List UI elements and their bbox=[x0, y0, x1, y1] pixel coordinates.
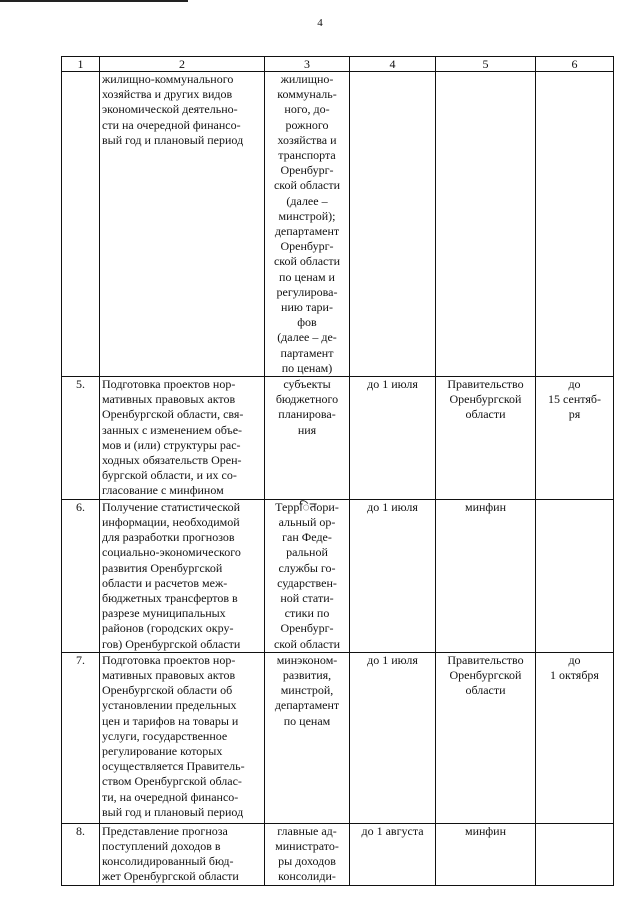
cell-due bbox=[350, 72, 436, 377]
cell-due: до 1 августа bbox=[350, 823, 436, 885]
column-header-4: 4 bbox=[350, 57, 436, 72]
cell-line: консолиди- bbox=[278, 869, 336, 884]
cell-part bbox=[436, 72, 536, 377]
cell-term bbox=[536, 377, 614, 500]
cell-line: транспорта bbox=[278, 148, 336, 163]
cell-resp bbox=[265, 823, 350, 885]
cell-line: мативных правовых актов bbox=[102, 392, 236, 407]
schedule-table bbox=[61, 56, 614, 886]
cell-num: 8. bbox=[62, 823, 100, 885]
cell-resp bbox=[265, 652, 350, 823]
cell-line: услуги, государственное bbox=[102, 728, 228, 743]
cell-line: Оренбургской области об bbox=[102, 683, 233, 698]
cell-resp bbox=[265, 499, 350, 652]
cell-line: сти на очередной финансо- bbox=[102, 117, 241, 132]
cell-line: службы го- bbox=[278, 560, 336, 575]
cell-line: до bbox=[568, 377, 581, 392]
cell-line: Подготовка проектов нор- bbox=[102, 652, 236, 667]
cell-line: Оренбургской bbox=[449, 667, 522, 682]
cell-line: вый год и плановый период bbox=[102, 804, 244, 819]
cell-line: осуществляется Правитель- bbox=[102, 759, 245, 774]
cell-line: Террितори- bbox=[275, 499, 339, 514]
cell-line: гов) Оренбургской области bbox=[102, 636, 241, 651]
cell-due: до 1 июля bbox=[350, 499, 436, 652]
cell-line: жилищно- bbox=[280, 72, 334, 86]
cell-line: поступлений доходов в bbox=[102, 838, 221, 853]
cell-line: до bbox=[568, 652, 581, 667]
cell-line: информации, необходимой bbox=[102, 514, 240, 529]
cell-line: мов и (или) структуры рас- bbox=[102, 437, 241, 452]
cell-desc bbox=[100, 499, 265, 652]
cell-due: до 1 июля bbox=[350, 377, 436, 500]
cell-line: партамент bbox=[280, 345, 334, 360]
cell-line: стики по bbox=[284, 606, 330, 621]
cell-line: ной стати- bbox=[280, 590, 334, 605]
cell-line: Представление прогноза bbox=[102, 823, 228, 838]
cell-part bbox=[436, 652, 536, 823]
cell-term bbox=[536, 72, 614, 377]
cell-line: ской области bbox=[273, 254, 341, 269]
cell-line: альный ор- bbox=[278, 514, 336, 529]
cell-line: (далее – bbox=[286, 193, 328, 208]
cell-line: минстрой); bbox=[278, 208, 336, 223]
cell-num: 6. bbox=[62, 499, 100, 652]
cell-line: коммуналь- bbox=[277, 87, 337, 102]
cell-line: минфин bbox=[464, 499, 507, 514]
cell-desc bbox=[100, 72, 265, 377]
cell-line: субъекты bbox=[283, 377, 331, 392]
cell-line: Оренбург- bbox=[280, 163, 334, 178]
cell-term bbox=[536, 499, 614, 652]
cell-line: рожного bbox=[285, 117, 329, 132]
cell-line: ской области bbox=[273, 178, 341, 193]
table-row bbox=[62, 377, 614, 500]
cell-line: главные ад- bbox=[277, 823, 337, 838]
cell-resp bbox=[265, 377, 350, 500]
cell-line: ральной bbox=[286, 545, 328, 560]
header-row bbox=[62, 57, 614, 72]
cell-desc bbox=[100, 652, 265, 823]
column-header-5: 5 bbox=[436, 57, 536, 72]
cell-line: регулирова- bbox=[276, 284, 338, 299]
cell-term bbox=[536, 823, 614, 885]
table-body bbox=[62, 57, 614, 886]
cell-line: Правительство bbox=[447, 652, 524, 667]
cell-line: по ценам bbox=[283, 713, 331, 728]
table-row bbox=[62, 652, 614, 823]
cell-line: гласование с минфином bbox=[102, 483, 224, 498]
cell-line: по ценам) bbox=[281, 360, 333, 375]
cell-line: бюджетного bbox=[275, 392, 339, 407]
cell-line: Оренбург- bbox=[280, 621, 334, 636]
cell-line: области и расчетов меж- bbox=[102, 575, 228, 590]
cell-line: минфин bbox=[464, 823, 507, 838]
cell-line: ходных обязательств Орен- bbox=[102, 453, 242, 468]
cell-line: регулирование которых bbox=[102, 743, 223, 758]
cell-line: занных с изменением объе- bbox=[102, 422, 243, 437]
cell-line: Подготовка проектов нор- bbox=[102, 377, 236, 392]
cell-line: бюджетных трансфертов в bbox=[102, 590, 238, 605]
cell-line: министрато- bbox=[275, 838, 339, 853]
cell-line: мативных правовых актов bbox=[102, 667, 236, 682]
cell-line: хозяйства и других видов bbox=[102, 87, 233, 102]
cell-part bbox=[436, 499, 536, 652]
cell-line: ры доходов bbox=[278, 854, 336, 869]
cell-line: нию тари- bbox=[281, 300, 333, 315]
cell-line: Оренбург- bbox=[280, 239, 334, 254]
cell-line: ния bbox=[297, 422, 317, 437]
cell-desc bbox=[100, 823, 265, 885]
cell-line: (далее – де- bbox=[277, 330, 337, 345]
cell-line: 15 сентяб- bbox=[548, 392, 601, 407]
cell-line: области bbox=[465, 683, 506, 698]
cell-line: для разработки прогнозов bbox=[102, 530, 235, 545]
cell-line: ган Федe- bbox=[282, 530, 332, 545]
cell-line: минстрой, bbox=[280, 683, 334, 698]
cell-num bbox=[62, 72, 100, 377]
cell-line: консолидированный бюд- bbox=[102, 854, 234, 869]
cell-line: вый год и плановый период bbox=[102, 132, 244, 147]
cell-line: департамент bbox=[274, 224, 340, 239]
cell-line: сударствен- bbox=[277, 575, 337, 590]
cell-line: минэконом- bbox=[276, 652, 338, 667]
cell-line: Правительство bbox=[447, 377, 524, 392]
cell-line: Оренбургской области, свя- bbox=[102, 407, 244, 422]
cell-desc bbox=[100, 377, 265, 500]
cell-line: установлении предельных bbox=[102, 698, 237, 713]
cell-line: жет Оренбургской области bbox=[102, 869, 239, 884]
cell-line: ного, до- bbox=[284, 102, 330, 117]
cell-line: развития, bbox=[282, 667, 332, 682]
table-row bbox=[62, 499, 614, 652]
cell-line: ством Оренбургской облас- bbox=[102, 774, 242, 789]
page-number: 4 bbox=[317, 17, 323, 29]
cell-term bbox=[536, 652, 614, 823]
cell-line: бургской области, и их со- bbox=[102, 468, 237, 483]
cell-line: развития Оренбургской bbox=[102, 560, 223, 575]
column-header-1: 1 bbox=[62, 57, 100, 72]
cell-line: экономической деятельно- bbox=[102, 102, 238, 117]
cell-line: по ценам и bbox=[279, 269, 335, 284]
cell-line: планирова- bbox=[278, 407, 336, 422]
cell-num: 7. bbox=[62, 652, 100, 823]
table-row bbox=[62, 72, 614, 377]
column-header-2: 2 bbox=[100, 57, 265, 72]
cell-part bbox=[436, 823, 536, 885]
cell-line: социально-экономического bbox=[102, 545, 241, 560]
cell-line: цен и тарифов на товары и bbox=[102, 713, 239, 728]
column-header-3: 3 bbox=[265, 57, 350, 72]
cell-line: Оренбургской bbox=[449, 392, 522, 407]
table-row bbox=[62, 823, 614, 885]
cell-line: разрезе муниципальных bbox=[102, 606, 226, 621]
column-header-6: 6 bbox=[536, 57, 614, 72]
cell-line: департамент bbox=[274, 698, 340, 713]
cell-line: ря bbox=[568, 407, 581, 422]
cell-line: хозяйства и bbox=[277, 132, 337, 147]
cell-line: жилищно-коммунального bbox=[102, 72, 234, 86]
cell-line: Получение статистической bbox=[102, 499, 241, 514]
cell-part bbox=[436, 377, 536, 500]
cell-line: фов bbox=[297, 315, 317, 330]
cell-line: области bbox=[465, 407, 506, 422]
cell-resp bbox=[265, 72, 350, 377]
cell-line: ти, на очередной финансо- bbox=[102, 789, 239, 804]
cell-line: районов (городских окру- bbox=[102, 621, 234, 636]
cell-line: ской области bbox=[273, 636, 341, 651]
top-rule bbox=[0, 0, 188, 2]
cell-due: до 1 июля bbox=[350, 652, 436, 823]
cell-line: 1 октября bbox=[550, 667, 599, 682]
cell-num: 5. bbox=[62, 377, 100, 500]
